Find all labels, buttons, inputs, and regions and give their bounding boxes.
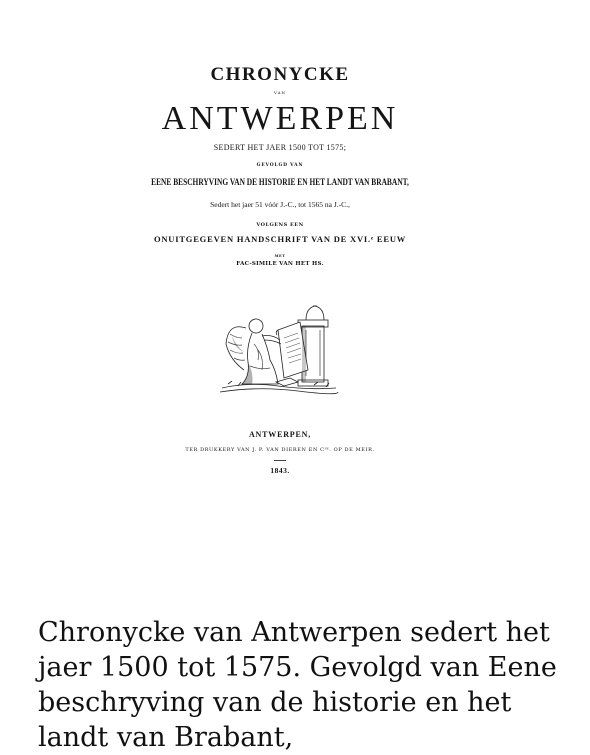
imprint-year: 1843. [270, 466, 290, 475]
imprint-printer: TER DRUKKERY VAN J. P. VAN DIEREN EN Cᴵᴱ. OP DE MEIR. [185, 447, 375, 453]
subtitle-eene-beschryving: EENE BESCHRYVING VAN DE HISTORIE EN HET LANDT VAN BRABANT, [151, 178, 409, 188]
title-connector-van: VAN [273, 90, 286, 95]
subtitle-met: MET [274, 254, 286, 258]
subtitle-onuitgegeven: ONUITGEGEVEN HANDSCHRIFT VAN DE XVI.ᵉ EEUW [153, 234, 407, 244]
book-title-caption: Chronycke van Antwerpen sedert het jaer 1500 tot 1575. Gevolgd van Eene beschryving van de historie en het landt van Brabant, [38, 617, 557, 753]
subtitle-jaer-range: Sedert het jaer 51 vóór J.-C., tot 1565 na J.-C., [210, 200, 350, 209]
imprint-rule [274, 460, 286, 461]
angel-vignette-engraving [218, 300, 340, 398]
subtitle-gevolgd: GEVOLGD VAN [256, 163, 304, 168]
subtitle-sedert: SEDERT HET JAER 1500 TOT 1575; [213, 143, 347, 152]
title-line-antwerpen: ANTWERPEN [161, 100, 399, 137]
title-line-chronycke: CHRONYCKE [210, 64, 350, 85]
subtitle-volgens: VOLGENS EEN [256, 222, 304, 228]
imprint-city: ANTWERPEN, [248, 430, 311, 439]
subtitle-facsimile: FAC-SIMILE VAN HET HS. [236, 261, 324, 267]
